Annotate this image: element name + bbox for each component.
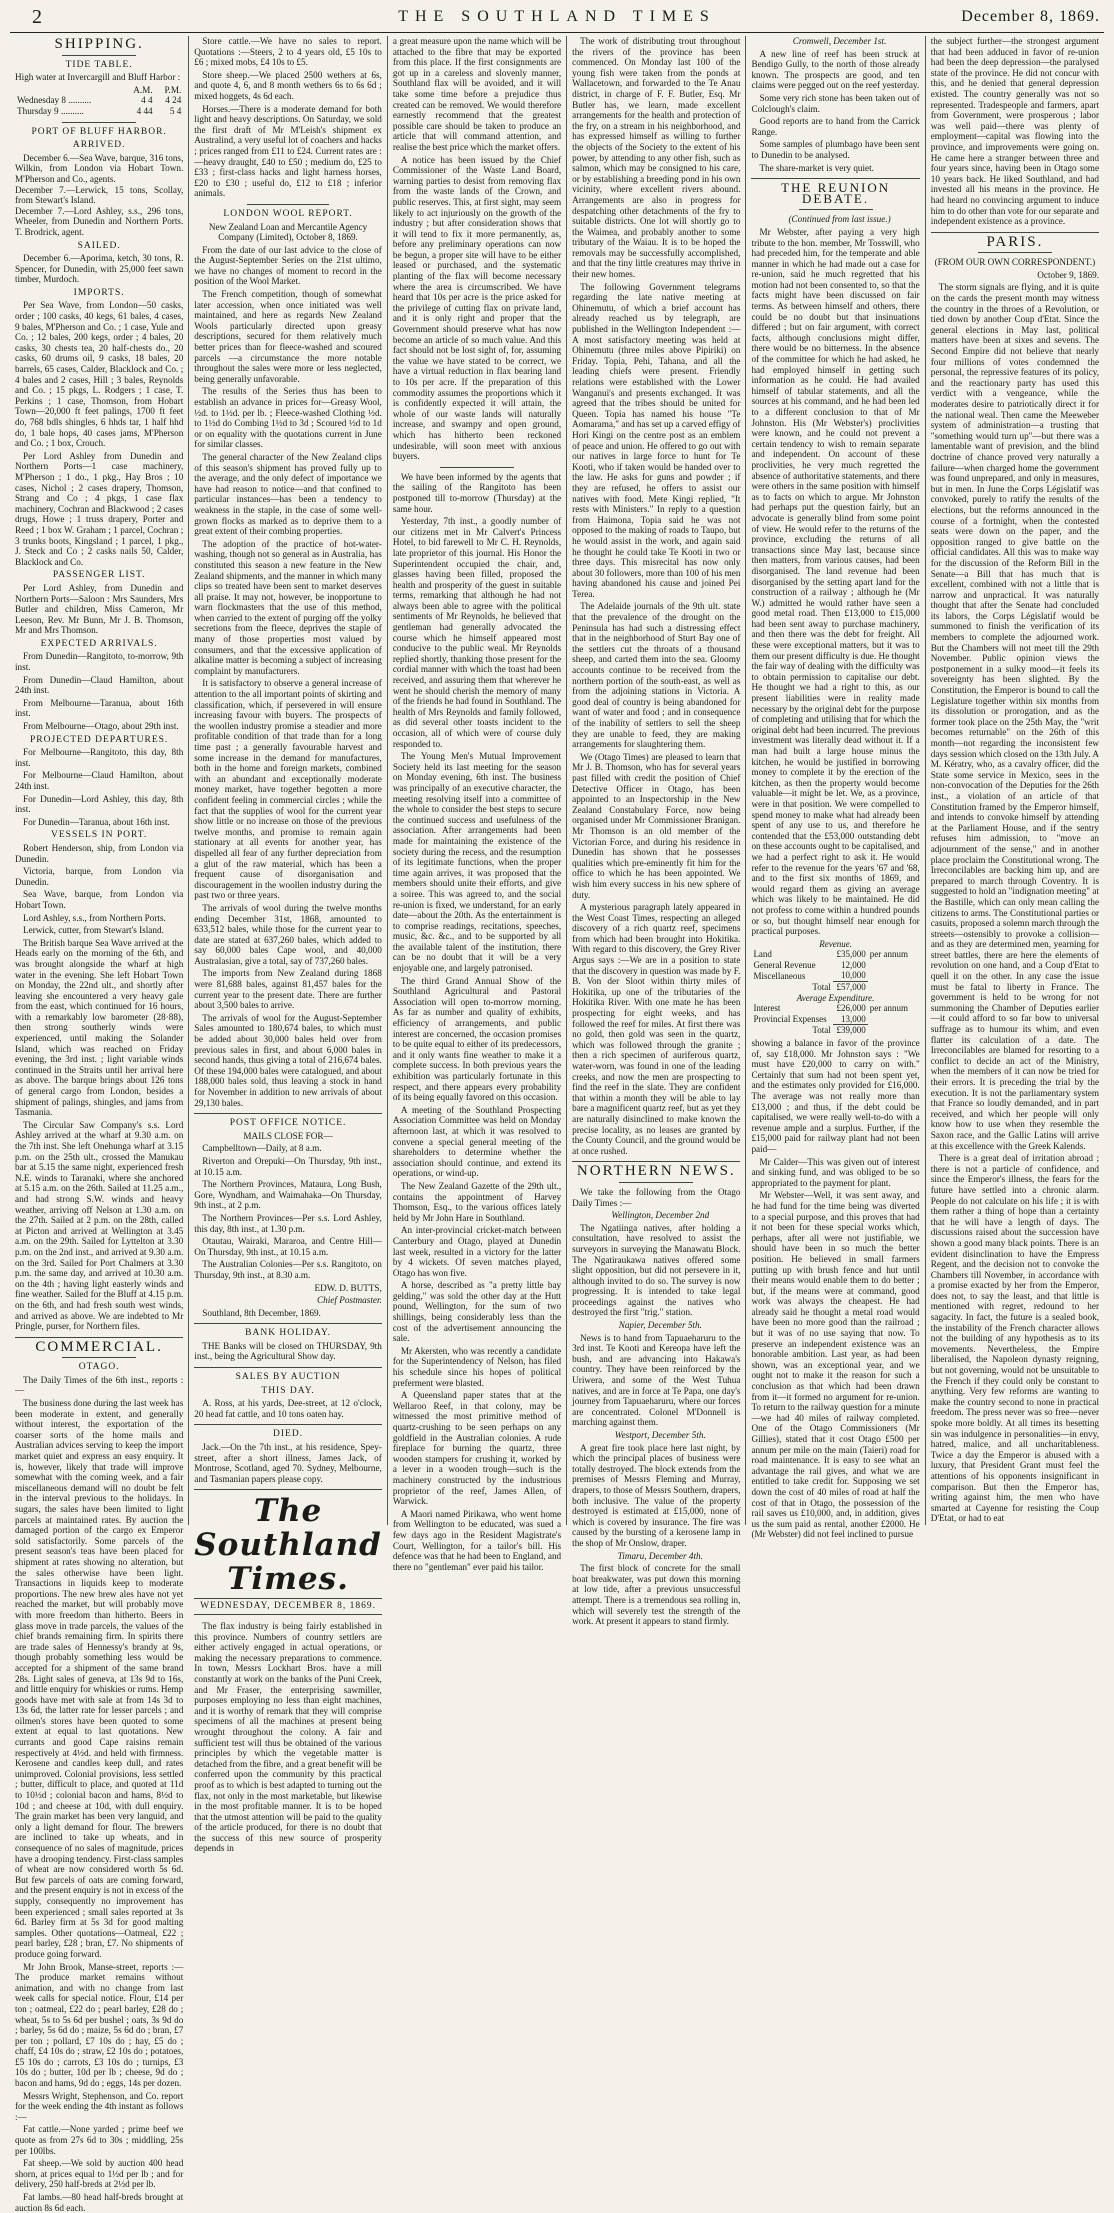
- bank-holiday-text: THE Banks will be closed on THURSDAY, 9th inst., being the Agricultural Show day.: [194, 1340, 382, 1362]
- dateline: Wellington, December 2nd: [611, 1210, 710, 1221]
- commercial-para: Fat lambs.—80 head half-breds brought at auction 8s 6d each.: [15, 2192, 184, 2213]
- sales-heading: SALES BY AUCTION: [235, 1372, 341, 1383]
- table-row: Interest £26,000 per annum: [753, 1003, 908, 1014]
- northern-news-intro: We take the following from the Otago Daily Times :—: [572, 1186, 741, 1208]
- tide-table-heading: TIDE TABLE.: [65, 59, 133, 70]
- commercial-para: Mr John Brook, Manse-street, reports :—The produce market remains without animation, and with no change from last week calls for special notice. Flour, £14 per ton ; oatmeal, £22 do ; pearl barley, £28 do ; wheat, 5s to 5s 6d per bushel ; oats, 3s 9d do ; barley, 5s 6d do ; maize, 5s 6d do ; bran, £7 per ton ; pollard, £7 10s do ; hay, £5 do ; chaff, £4 10s do ; straw, £2 10s do ; potatoes, £5 10s do ; carrots, £3 10s do ; turnips, £3 10s do ; butter, 10d per lb ; cheese, 9d do ; bacon and hams, 9d do ; eggs, 14s per dozen.: [15, 1961, 184, 2089]
- wool-para: The adoption of the practice of hot-water-washing, though not so general as in Australia, has constituted this season a new feature in the New Zealand shipments, and the manner in which many clips so treated have been sent to market deserves all praise. It may not, however, be inopportune to warn flockmasters that the use of this method, when carried to the extent of purging off the yolky secretions from the fleece, deprives the staple of many of those properties most valued by consumers, and that the excessive application of alkaline matter is becoming a subject of increasing complaint by manufacturers.: [194, 538, 382, 676]
- news-item: Some very rich stone has been taken out of Colclough's claim.: [751, 92, 920, 114]
- passengers-text: Per Lord Ashley, from Dunedin and Northern Ports—Saloon : Mrs Saunders, Mrs Butler and children, Miss Cameron, Mr Leeson, Rev. Mr Bunn, Mr J. B. Thomson, Mr and Mrs Thomson.: [15, 582, 184, 636]
- local-news-para: The Young Men's Mutual Improvement Society held its last meeting for the season on Monday evening, 6th inst. The business was principally of an executive character, the meeting resolving itself into a committee of the whole to consider the best steps to secure the continued success and usefulness of the association. After arrangements had been made for maintaining the existence of the society during the recess, and the resumption of its legitimate functions, when the proper time again arrives, it was proposed that the members should unite their efforts, and give a soiree. This was agreed to, and the social re-union is fixed, we understand, for an early date—about the 20th. As the entertainment is to comprise readings, recitations, speeches, music, &c. &c., and to be supported by all the available talent of the institution, there can be no doubt that it will be a very enjoyable one, and largely patronised.: [392, 751, 562, 974]
- debate-para: Mr Webster—Well, it was sent away, and he had fund for the time being was diverted to a special purpose, and this proves that had it not been for these special works which, perhaps, after all were not justifiable, we should have been in so much the better position. He believed in small farmers putting up with brush fence and hut until their means would enable them to do better ; but, if the means were at command, good work was always the cheapest. He had already said he thought a metal road would have been no more good than the railroad ; but it was of no use saying that now. To preserve an independent existence was an honorable ambition. Last year, as had been shown, was an exceptional year, and we ought not to make it the reason for such a conclusion as that which had been drawn from it—it formed no argument for re-union. To return to the railway question for a minute—we had 40 miles of railway completed. One of the Otago Commissioners (Mr Gillies), stated that it cost Otago £500 per annum per mile on the main (Taieri) road for road maintenance. It is easy to see what an advantage the rail gives, and what we are entitled to take credit for. Supposing we set down the cost of 40 miles of road at half the cost of that in Otago, the possession of the rail saves us £10,000, and, in addition, gives us the sum paid as rental, another £2000. He (Mr Webster) did not feel inclined to pursue: [751, 1190, 920, 1540]
- correspondent-line: (FROM OUR OWN CORRESPONDENT.): [934, 257, 1096, 268]
- column-5: [745, 36, 924, 1540]
- departures-heading: PROJECTED DEPARTURES.: [29, 734, 169, 745]
- wool-report-heading: LONDON WOOL REPORT.: [223, 208, 353, 219]
- commercial-para: Messrs Wright, Stephenson, and Co. report for the week ending the 4th instant as follows :—: [15, 2090, 184, 2122]
- paris-date: October 9, 1869.: [1037, 269, 1100, 280]
- newspaper-nameplate: The Southland Times.: [194, 1493, 382, 1598]
- commercial-para: The Daily Times of the 6th inst., reports :—: [15, 1374, 184, 1396]
- revenue-table: Revenue. Land £35,000 per annum General Revenue 12,000 Miscellaneous 10,000 Total £57,000 Average Expenditure. Interest £26,000 per annum Provincial Expenses 13,000 Total £39,000: [751, 939, 919, 1036]
- in-port-heading: VESSELS IN PORT.: [51, 830, 148, 841]
- local-news-para: A Maori named Pirikawa, who went home from Wellington to be educated, was sued a few days ago in the Resident Magistrate's Court, Wellington, for a tailor's bill. His defence was that he had been to England, and there no "gentleman" ever paid his tailor.: [392, 1508, 562, 1572]
- sales-text: A. Ross, at his yards, Dee-street, at 12 o'clock, 20 head fat cattle, and 10 tons oaten hay.: [194, 1398, 382, 1419]
- table-row: Provincial Expenses 13,000: [753, 1013, 866, 1025]
- commercial-para: Fat cattle.—None yarded ; prime beef we quote as from 27s 6d to 30s ; middling, 25s per 100lbs.: [15, 2124, 184, 2156]
- list-item: From Dunedin—Rangitoto, to-morrow, 9th inst.: [15, 651, 184, 673]
- wool-para: The French competition, though of somewhat later accession, when once initiated was well maintained, and here as regards New Zealand Wools particularly directed upon greasy descriptions, secured for them relatively much better prices than for fleece-washed and scoured parcels —a circumstance the more notable throughout the sales were more or less neglected, being generally unfavorable.: [194, 289, 382, 384]
- page-number: 2: [32, 6, 42, 28]
- news-item: News is to hand from Tapuaeharuru to the 3rd inst. Te Kooti and Kereopa have left the bush, and are advancing into Hakawa's country. They have been reinforced by the Uriwera, and some of the West Tuhua natives, and are in force at Te Papa, one day's journey from Tapuaeharuru, where our forces are concentrated. Colonel M'Donnell is marching against them.: [572, 1332, 741, 1428]
- tide-row: Thursday 9 .......... 4 44 5 4: [17, 105, 182, 116]
- local-news-para: An inter-provincial cricket-match between Canterbury and Otago, played at Dunedin last week, resulted in a victory for the latter by 4 wickets. Of seven matches played, Otago has won five.: [392, 1225, 562, 1278]
- wool-report-subhead: New Zealand Loan and Mercantile Agency Company (Limited), October 8, 1869.: [208, 221, 368, 243]
- wool-para: The imports from New Zealand during 1868 were 81,688 bales, against 81,457 bales for the current year to the present date. There are further about 3,500 bales to arrive.: [194, 968, 382, 1011]
- wool-para: The arrivals of wool for the August-September Sales amounted to 180,674 bales, to which must be added about 30,000 bales held over from previous sales in first, and about 6,000 bales in second hands, thus giving a total of 216,674 bales. Of these 194,000 bales were catalogued, and about 188,000 bales sold, thus leaving a stock in hand for November in addition to new arrivals of about 29,130 bales.: [194, 1012, 382, 1108]
- passengers-heading: PASSENGER LIST.: [52, 570, 146, 581]
- table-row: Miscellaneous 10,000: [753, 970, 866, 981]
- wool-para: It is satisfactory to observe a general increase of attention to the all important points of skirting and classification, which, if persevered in will ensure increasing favour with buyers. The prospects of the woollen industry promise a steadier and more profitable condition of that trade than for a long time past ; a generally favourable harvest and some increase in the demand for manufactures, both in the home and foreign markets, combined with an abundant and exceptionally moderate money market, have together begotten a more confident feeling in commercial circles ; while the fact that the supplies of wool for the current year show little or no increase on those of the previous twelve months, and promise to remain again stationary at all events for another year, has dispelled all fear of any further depreciation from a glut of the raw material, which has been a frequent cause of disorganisation and discouragement in the woollen industry during the past two or three years.: [194, 678, 382, 901]
- list-item: For Dunedin—Lord Ashley, this day, 8th inst.: [15, 793, 184, 815]
- local-news-para: A mysterious paragraph lately appeared in the West Coast Times, respecting an alleged discovery of a rich quartz reef, specimens from which had been brought into Hokitika. With regard to this discovery, the Grey River Argus says :—We are in a position to state that the discovery in question was made by F. B. Von der Sloot within thirty miles of Hokitika, up one of the tributaries of the Hokitika River. With one mate he has been prospecting for eight weeks, and has followed the reef for miles. At first there was no gold, then gold was seen in the quartz, which was followed through the granite ; then a rich specimen of auriferous quartz, water-worn, was found in one of the leading creeks, and now the men are prospecting to find the reef in the slate. They are confident that within a month they will be able to lay bare a magnificent quartz reef, but as yet they are naturally disinclined to make known the precise locality, as no leases are granted by the County Council, and the ground would be at once rushed.: [572, 902, 741, 1156]
- debate-para: showing a balance in favor of the province of, say £18,000. Mr Johnston says : "We must have £20,000 to carry on with." Certainly that sum had not been spent yet, and the estimates only provided for £16,000. The average was not really more than £13,000 ; and thus, if the debt could be capitalised, we were really well-to-do with a revenue ample and a surplus. Further, if the £15,000 paid for railway plant had not been paid—: [751, 1038, 920, 1154]
- columns: [10, 36, 1104, 2213]
- died-heading: DIED.: [273, 1429, 304, 1440]
- table-row: Total £57,000: [812, 981, 866, 993]
- postmaster-signature: EDW. D. BUTTS,: [314, 1282, 382, 1293]
- arrived-text: December 6.—Sea Wave, barque, 316 tons, Wilkin, from London via Hobart Town. M'Pherson and Co., agents. December 7.—Lerwick, 15 tons, Scollay, from Stewart's Island. December 7.—Lord Ashley, s.s., 296 tons, Wheeler, from Dunedin and Northern Ports. T. Brodrick, agent.: [15, 152, 184, 237]
- otago-heading: OTAGO.: [78, 1362, 120, 1373]
- masthead: [10, 6, 1104, 33]
- wool-para: The arrivals of wool during the twelve months ending December 31st, 1868, amounted to 633,512 bales, while those for the current year to date are stated at 637,260 bales, which added to say 60,000 bales Cape wool, and 40,000 Australasian, give a total, say of 737,260 bales.: [194, 902, 382, 966]
- mail-line: Otautau, Wairaki, Mararoa, and Centre Hill—On Thursday, 9th inst., at 10.15 a.m.: [194, 1236, 382, 1257]
- lord-ashley-report: The Circular Saw Company's s.s. Lord Ashley arrived at the wharf at 9.30 a.m. on the 7th inst. She left Onehunga wharf at 3.15 p.m. on the 25th ult., crossed the Manukau bar at 5.15 the same night, experienced fresh N.E. winds to Taranaki, where she anchored at 5.15 a.m. on the 26th. Sailed at 11.25 a.m., and had strong S.W. winds and heavy weather, arriving off Nelson at 1.30 a.m. on the 27th. Sailed at 2 p.m. on the 28th, called at Picton and arrived at Wellington at 3.45 a.m. on the 29th. Sailed for Lyttelton at 3.30 p.m. on the 2nd inst., and arrived at 9.30 a.m. on the 3rd. Sailed for Port Chalmers at 3.30 p.m. the same day, and arrived at 10.30 a.m. on the 4th ; having light easterly winds and fine weather. Sailed for the Bluff at 4.15 p.m. on the 6th, and had fresh south west winds, and arrived as above. We are indebted to Mr Pringle, purser, for Northern files.: [15, 1119, 184, 1332]
- local-news-para: The work of distributing trout throughout the rivers of the province has been commenced. On Monday last 100 of the young fish were taken from the ponds at Wallacetown, and forwarded to the Te Anau district, in charge of F. F. Butler, Esq. Mr Butler has, we learn, made excellent arrangements for the health and protection of the fry, on a stream in his neighborhood, and has expressed himself as willing to further the objects of the Society to the extent of his power, by attending to any other fish, such as salmon, which may be consigned to his care, or by establishing a breeding pond in his own vicinity, where excellent rivers abound. Arrangements are also in progress for despatching other detachments of the fry to suitable districts. One lot will shortly go to the Waimea, and probably another to some tributary of the Waiau. It is to be hoped the removals may be successfully accomplished, and that the tiny little creatures may thrive in their new homes.: [572, 36, 741, 280]
- expected-heading: EXPECTED ARRIVALS.: [40, 638, 158, 649]
- stock-para: Store cattle.—We have no sales to report. Quotations :—Steers, 2 to 4 years old, £5 10s to £6 ; mixed mobs, £4 10s to £5.: [194, 36, 382, 68]
- column-4: [566, 36, 745, 1627]
- sales-subhead: THIS DAY.: [261, 1385, 315, 1396]
- mail-line: The Northern Provinces, Mataura, Long Bush, Gore, Wyndham, and Waimahaka—On Thursday, 9th inst., at 2 p.m.: [194, 1179, 382, 1211]
- dateline: Cromwell, December 1st.: [792, 36, 887, 46]
- list-item: From Melbourne—Otago, about 29th inst.: [23, 721, 179, 732]
- post-office-date: Southland, 8th December, 1869.: [202, 1307, 321, 1318]
- list-item: Lord Ashley, s.s., from Northern Ports.: [23, 912, 166, 923]
- local-news-para: The New Zealand Gazette of the 29th ult., contains the appointment of Harvey Thomson, Esq., to the various offices lately held by Mr John Hare in Southland.: [392, 1180, 562, 1223]
- local-news-para: We have been informed by the agents that the sailing of the Rangitoto has been postponed till to-morrow (Thursday) at the same hour.: [392, 471, 562, 514]
- news-item: A great fire took place here last night, by which the principal places of business were totally destroyed. The block extends from the premises of Messrs Fleming and Murray, drapers, to those of Messrs Southern, drapers, both inclusive. The value of the property destroyed is estimated at £15,000, none of which is covered by insurance. The fire was caused by the bursting of a kerosene lamp in the shop of Mr Onslow, draper.: [572, 1442, 741, 1548]
- table-row: Total £39,000: [812, 1025, 866, 1036]
- list-item: Victoria, barque, from London via Dunedin.: [15, 866, 184, 887]
- local-news-para: The following Government telegrams regarding the late native meeting at Ohinemutu, of which a brief account has already reached us by telegraph, are published in the Wellington Independent :—A most satisfactory meeting was held at Ohinemutu (three miles above Pipiriki) on Friday. Topia, Pehi, Tahana, and all the leading chiefs were present. Friendly relations were established with the Lower Wanganui's and presents exchanged. It was agreed that the tribes should be united for Queen. Topia has named his house "Te Aomarama," and has set up a carved effigy of Hori Kingi on the centre post as an emblem of peace and union. He offered to go out with our natives in large force to hunt for Te Kooti, who if taken would be handed over to the law. He asks for guns and powder ; if they are refused, he offers to assist our natives with food. Mete Kingi replied, "It rests with Ministers." In reply to a question from Haimona, Topia said he was not opposed to the making of roads to Taupo, but he would assist in the work, and again said he thought he could take Te Kooti in two or three days. This misrecital has now only about 30 followers, more than 100 of his men having abandoned his cause and joined Pei Terea.: [572, 281, 741, 599]
- port-heading: PORT OF BLUFF HARBOR.: [31, 126, 167, 137]
- mail-line: The Northern Provinces—Per s.s. Lord Ashley, this day, 8th inst., at 1.30 p.m.: [194, 1212, 382, 1234]
- list-item: From Melbourne—Taranua, about 16th inst.: [15, 697, 184, 719]
- news-item: A new line of reef has been struck at Bendigo Gully, to the north of those already known. The prospects are good, and ten claims were pegged out on the reef yesterday.: [751, 48, 920, 91]
- list-item: For Melbourne—Rangitoto, this day, 8th inst.: [15, 747, 184, 768]
- mail-line: Riverton and Orepuki—On Thursday, 9th inst., at 10.15 a.m.: [194, 1155, 382, 1177]
- tide-table: A.M. P.M. Wednesday 8 .......... 4 4 4 24 Thursday 9 .......... 4 44 5 4: [17, 84, 182, 116]
- bank-holiday-heading: BANK HOLIDAY.: [245, 1328, 331, 1339]
- news-item: The Ngatiinga natives, after holding a consultation, have resolved to assist the surveyors in surveying the Manawatu Block. The Ngatiraukawa natives offered some slight opposition, but did not persevere in it, although invited to do so. The survey is now progressing. It is intended to take legal proceedings against the natives who destroyed the first "trig." station.: [572, 1222, 741, 1318]
- newspaper-title: THE SOUTHLAND TIMES: [398, 8, 716, 25]
- debate-para: Mr Calder—This was given out of interest and sinking fund, and was obliged to be so appropriated to the payment for plant.: [751, 1156, 920, 1188]
- dateline: Timaru, December 4th.: [617, 1550, 703, 1561]
- post-office-subhead: MAILS CLOSE FOR—: [243, 1130, 333, 1141]
- list-item: Sea Wave, barque, from London via Hobart Town.: [15, 889, 184, 910]
- stock-para: Horses.—There is a moderate demand for both light and heavy descriptions. On Saturday, we sold the first draft of Mr M'Leish's shipment ex Australind, a very useful lot of coachers and hacks ; prices ranged from £11 to £24. Current rates are :—heavy draught, £40 to £50 ; medium do, £25 to £33 ; first-class hacks and light harness horses, £20 to £30 ; useful do, £12 to £18 ; inferior animals.: [194, 103, 382, 199]
- sea-wave-report: The British barque Sea Wave arrived at the Heads early on the morning of the 6th, and was brought alongside the wharf at high water in the evening. She left Hobart Town on Monday, the 22nd ult., and shortly after leaving she encountered a very heavy gale from the east, which continued for 16 hours, with a remarkably low barometer (28·88), then strong southerly winds were experienced, until making the Solander Island, which was reached on Friday evening, the 3rd inst. ; light variable winds continued in the Straits until her arrival here as above. The barque brings about 126 tons of general cargo from London, besides a shipment of palings, shingles, and jams from Tasmania.: [15, 937, 184, 1118]
- editorial-para: a great measure upon the name which will be attached to the fibre that may be exported from this place. If the first consignments are got up in a careless and slovenly manner, Southland flax will be avoided, and it will take some time before a prejudice thus created can be removed. We would therefore earnestly recommend that the greatest possible care should be taken to produce an article that will command attention, and realise the best price which the market offers.: [392, 36, 562, 152]
- column-6: [925, 36, 1104, 1525]
- sailed-heading: SAILED.: [77, 240, 121, 251]
- mail-line: Campbelltown—Daily, at 8 a.m.: [202, 1143, 322, 1154]
- arrived-heading: ARRIVED.: [72, 140, 126, 151]
- news-item: The first block of concrete for the small boat breakwater, was put down this morning at low tide, after a previous unsuccessful attempt. There is a tremendous sea rolling in, which will severely test the strength of the work. At present it appears to stand firmly.: [572, 1563, 741, 1627]
- local-news-para: We (Otago Times) are pleased to learn that Mr J. B. Thomson, who has for several years past filled with credit the position of Chief Detective Officer in Otago, has been appointed to an Inspectorship in the New Zealand Constabulary Force, now being organised under Mr Commissioner Branigan. Mr Thomson is an old member of the Victorian Force, and during his residence in Dunedin has shown that he possesses qualities which pre-eminently fit him for the office to which he has been appointed. We wish him every success in his new sphere of duty.: [572, 751, 741, 900]
- wool-para: The results of the Series thus has been to establish an advance in prices for—Greasy Wool, ½d. to 1½d. per lb. ; Fleece-washed Clothing ½d. to 1½d do Combing 1½d to 3d ; Scoured ½d to 1d or on equality with the quotations current in June for similar classes.: [194, 386, 382, 450]
- editorial-para: A notice has been issued by the Chief Commissioner of the Waste Land Board, warning parties to desist from removing flax from the waste lands of the Crown, and public reserves. This, at first sight, may seem likely to act injuriously on the growth of the industry ; but after consideration shows that it will tend to fix it more permanently, as, before any preliminary operations can now be begun, a proper site will have to be either leased or purchased, and the systematic planting of the flax will become necessary where the area is circumscribed. We have heard that 10s per acre is the price asked for the privilege of cutting flax on private land, and it is only right and proper that the Government should preserve what has now become an article of so much value. And this fact should not be lost sight of, for, assuming the value we have stated to be correct, we have a virtual reduction in flax bearing land to 10s per acre. If the preparation of this commodity assumes the proportions which it is confidently expected it will attain, the whole of our waste lands will naturally increase, and swampy and open ground, which has hitherto been reckoned undesirable, will soon meet with anxious buyers.: [392, 154, 562, 462]
- northern-news-heading: NORTHERN NEWS.: [576, 1163, 736, 1180]
- news-item: Some samples of plumbago have been sent to Dunedin to be analysed.: [751, 139, 920, 160]
- post-office-heading: POST OFFICE NOTICE.: [229, 1118, 347, 1129]
- imports-text: Per Lord Ashley from Dunedin and Northern Ports—1 case machinery, M'Pherson ; 1 do., 1 pkg., Hay Bros ; 10 cases, Nichol ; 2 cases drapery, Thomson, Strang and Co ; 4 pkgs, 1 case flax machinery, Cochran and Blackwood ; 2 cases drugs, Howe ; 1 truss drapery, Porter and Reed ; 1 box W. Graham ; 1 parcel, Cochran ; 3 trunks boots, Kingsland ; 1 parcel, 1 pkg., J. Steck and Co ; 2 casks nails 50, Calder, Blacklock and Co.: [15, 450, 184, 567]
- list-item: From Dunedin—Claud Hamilton, about 24th inst.: [15, 674, 184, 696]
- debate-para: Mr Webster, after paying a very high tribute to the hon. member, Mr Tosswill, who had preceded him, for the temperate and able manner in which he had made out a case for re-union, said he much regretted that his motion had not been consented to, so that the facts might have been discussed on fair terms. As between himself and others, there could be no doubt but that insinuations differed ; but on fair argument, with correct facts, although conclusions might differ, there would be no bitterness. In the absence of the committee for which he had asked, he had employed himself in getting such information as he could. He had availed himself of tabular statements, and all the sources at his command, and he had been led to a different conclusion to that of Mr Johnston. His (Mr Webster's) proclivities were known, and he could not prevent a certain tendency to wish to remain separate and independent. On account of these proclivities, he very much regretted the absence of authoritative statements, and there were others in the same position with himself as to facts on which to argue. Mr Johnston had perhaps put the question fairly, but an advocate is generally blind from some point of view. He would refer to the returns of the province, excluding the returns of all transactions since May last, because since then matters, from various causes, had been disorganised. The land revenue had been disorganised by the setting apart land for the construction of a railway ; although he (Mr W.) admitted he would rather have seen a good metal road. Then £13,000 to £15,000 had been sent away to purchase machinery, and then there was the debt for freight. All these were exceptional matters, but it was to them our present difficulty is due. He thought the fair way of dealing with the difficulty was to obtain permission to capitalise our debt. He thought we had a right to this, as our present liabilities were in reality made necessary by the original debt for the purpose of completing and utilising that for which the original debt had been incurred. The previous investment was literally dead without it. If a man had built a large house minus the kitchen, he would be justified in borrowing money to complete it by the erection of the kitchen, as then the property would become valuable—it might be let. We, as a province, were in that position. We were compelled to spend money to make what had already been spent of any use to us, and therefore he contended that the £53,000 outstanding debt on these accounts ought to be capitalised, and we had a perfect right to ask it. He would refer to the revenue for the years '67 and '68, and to the first six months of 1869, and would regard them as giving an average which was likely to be maintained. He did not profess to come within a hundred pounds or so, but thought himself near enough for practical purposes.: [751, 226, 920, 937]
- stock-para: Store sheep.—We placed 2500 wethers at 6s, and quote 4, 6, and 8 month wethers 6s to 6s 6d ; mixed hoggets, 4s 6d each.: [194, 69, 382, 101]
- table-row: General Revenue 12,000: [753, 959, 866, 970]
- tide-intro: High water at Invercargill and Bluff Harbor :: [15, 72, 181, 83]
- editorial-para: The flax industry is being fairly established in this province. Numbers of country settlers are either actively engaged in actual operations, or making the necessary preparations to commence. In town, Messrs Lockhart Bros. have a mill constantly at work on the banks of the Puni Creek, and Mr Fraser, the enterprising sawmiller, purposes employing no less than eight machines, and it is worthy of remark that they will comprise specimens of all the machines at present being wrought throughout the colony. A fair and sufficient test will thus be obtained of the various principles by which the vegetable matter is detached from the fibre, and a great benefit will be conferred upon the community by this practical proof as to which is best adapted to turning out the flax, not only in the most marketable, but likewise in the most profitable manner. It is to be hoped that the utmost attention will be paid to the quality of the article produced, for there is no doubt that the success of this new source of prosperity depends in: [194, 1621, 382, 1854]
- commercial-para: Fat sheep.—We sold by auction 400 head shorn, at prices equal to 1½d per lb ; and for delivery, 250 half-breds at 2½d per lb.: [15, 2158, 184, 2190]
- column-3: [387, 36, 566, 1572]
- reunion-debate-heading: THE REUNION DEBATE.: [781, 180, 891, 206]
- commercial-heading: COMMERCIAL.: [35, 1338, 163, 1355]
- wool-para: From the date of our last advice to the close of the August-September Series on the 21st ultimo, we have no changes of moment to record in the position of the Wool Market.: [194, 244, 382, 287]
- column-2: [188, 36, 387, 1854]
- paris-para: There is a great deal of irritation abroad ; there is not a particle of confidence, and since the Emperor's illness, the fears for the future have settled into a chronic alarm. People do not calculate on his life ; it is with them rather a thing of hope than a certainty that he will have a length of days. The discussions raised about the succession have shown a good many black points. There is an evident disinclination to have the Empress Regent, and the decision not to convoke the Chambers till November, in accordance with a promise exacted by her from the Emperor, does not, to say the least, and that little is mentioned with regret, redound to her sagacity. In fact, the future is a sealed book, the instability of the French character allows not the building of any hypothesis as to its movements. Nevertheless, the Empire liberalised, the Napoleon dynasty reigning, but not governing, would not be unsuitable to the French if they could only be constant to anything. Very few reforms are wanting to make the country second to none in practical freedom. The press never was so free—never spoke more boldly. At all times its besetting sin was indulgence in personalities—in envy, hatred, malice, and all uncharitableness. Twice a day the Emperor is abused with a luxury, that President Grant must feel the attentions of his opponents insignificant in comparison. But then the Emperor has, writing against him, the men who have smarted at Cayenne for resisting the Coup D'Etat, or had to eat: [930, 1153, 1100, 1524]
- dateline: Westport, December 5th.: [614, 1430, 706, 1440]
- wool-para: The general character of the New Zealand clips of this season's shipment has proved fully up to the average, and the only defect of importance we have had reason to notice—and that confined to particular instances—has been a tendency to weakness in the staple, in the case of some well-grown flocks as marked as to deprive them to a great extent of their combing properties.: [194, 451, 382, 537]
- local-news-para: Mr Akersten, who was recently a candidate for the Superintendency of Nelson, has filed his schedule since his hopes of political preferment were blasted.: [392, 1345, 562, 1388]
- news-item: The share-market is very quiet.: [759, 162, 874, 173]
- local-news-para: Yesterday, 7th inst., a goodly number of our citizens met in Mr Calvert's Princess Hotel, to bid farewell to Mr C. H. Reynolds, late proprietor of this journal. His Honor the Superintendent occupied the chair, and, glasses having been filled, proposed the health and prosperity of the guest in suitable terms, remarking that although he had not always been able to agree with the political sentiments of Mr Reynolds, he believed that gentleman had generally advocated the course which he himself appeared most conducive to the public weal. Mr Reynolds replied shortly, thanking those present for the cordial manner with which the toast had been received, and assuring them that wherever he went he should cherish the memory of many of the friends he had found in Southland. The health of Mrs Reynolds and family followed, as did several other toasts incident to the occasion, all of which were of course duly responded to.: [392, 516, 562, 749]
- continued-note: (Continued from last issue.): [788, 214, 891, 225]
- issue-date: WEDNESDAY, DECEMBER 8, 1869.: [194, 1598, 382, 1615]
- dateline: Napier, December 5th.: [618, 1320, 702, 1331]
- debate-para: the subject further—the strongest argument that had been adduced in favor of re-union had been the deep depression—the paralysed state of the province. He did not concur with this, and he denied that general depression existed. The country generally was not so represented. Tradespeople and farmers, apart from Government, were prosperous ; labor was well paid—there was plenty of employment—capital was flowing into the province, and improvements were going on. He came here a stranger between three and four years since, having been in Otago some 10 years back. He liked Southland, and had invested all his means in the province. He had heard no convincing argument to induce him to do other than vote for our separate and independent existence as a province.: [930, 36, 1100, 227]
- local-news-para: A meeting of the Southland Prospecting Association Committee was held on Monday afternoon last, at which it was resolved to convene a special general meeting of the shareholders to determine whether the association should continue, and extend its operations, or wind-up.: [392, 1104, 562, 1179]
- mail-line: The Australian Colonies—Per s.s. Rangitoto, on Thursday, 9th inst., at 8.30 a.m.: [194, 1259, 382, 1280]
- imports-text: Per Sea Wave, from London—50 casks, order ; 100 casks, 40 kegs, 61 bales, 4 cases, 9 bales, M'Pherson and Co. ; 1 case, Yule and Co. ; 12 bales, 200 kegs, order ; 4 bales, 20 casks, 30 chests tea, 20 half-chests do., 20 casks, 60 drums oil, 9 casks, 18 bales, 20 barrels, 65 cases, Calder, Blacklock and Co. ; 4 bales and 2 cases, Hill ; 3 bales, Reynolds and Co. ; 15 pkgs, L. Rodgers ; 1 case, T. Perkins ; 1 case, Thomson, from Hobart Town—20,000 ft feet palings, 1700 ft feet do, 768 bdls shingles, 6 hhds tar, 1 half hhd do, 1 bale hops, 40 cases jams, M'Pherson and Co. ; 1 box, Crouch.: [15, 300, 184, 449]
- news-item: Good reports are to hand from the Carrick Range.: [751, 116, 920, 137]
- table-row: Land £35,000 per annum: [753, 949, 908, 960]
- list-item: For Dunedin—Taranua, about 16th inst.: [23, 816, 170, 827]
- local-news-para: A horse, described as "a pretty little bay gelding," was sold the other day at the Hutt pound, Wellington, for the sum of two shillings, being considerably less than the cost of the advertisement announcing the sale.: [392, 1280, 562, 1344]
- local-news-para: A Queensland paper states that at the Wellaroo Reef, in that colony, may be witnessed the most primitive method of quartz-crushing to be seen perhaps on any goldfield in the Australian colonies. A rude fireplace for burning the quartz, three wooden stampers for crushing it, worked by a lever in a wooden trough—such is the machinery constructed by the industrious proprietor of the reef, James Allen, of Warwick.: [392, 1390, 562, 1507]
- paris-heading: PARIS.: [986, 233, 1044, 250]
- tide-row: Wednesday 8 .......... 4 4 4 24: [17, 95, 182, 106]
- local-news-para: The Adelaide journals of the 9th ult. state that the prevalence of the drought on the Peninsula has had such a distressing effect that in the neighborhood of Sturt Bay one of the settlers cut the throats of a thousand sheep, and carted them into the sea. Gloomy accounts continue to be received from the northern portion of the south-east, as well as from the adjoining stations in Victoria. A good deal of country is being abandoned for want of water and food ; and in consequence of the inability of settlers to sell the sheep they are unable to feed, they are making arrangements for slaughtering them.: [572, 601, 741, 750]
- died-text: Jack.—On the 7th inst., at his residence, Spey-street, after a short illness, James Jack, of Montrose, Scotland, aged 70. Sydney, Melbourne, and Tasmanian papers please copy.: [194, 1442, 382, 1484]
- postmaster-title: Chief Postmaster.: [317, 1295, 382, 1306]
- local-news-para: The third Grand Annual Show of the Southland Agricultural and Pastoral Association will open to-morrow morning. As far as number and quality of exhibits, efficiency of arrangements, and public interest are concerned, the occasion promises to be quite equal to either of its predecessors, and it only wants fine weather to make it a complete success. In both previous years the exhibition was particularly fortunate in this respect, and there appears every probability of its being equally favored on this occasion.: [392, 975, 562, 1103]
- imports-heading: IMPORTS.: [73, 287, 125, 298]
- list-item: For Melbourne—Claud Hamilton, about 24th inst.: [15, 770, 184, 791]
- list-item: Lerwick, cutter, from Stewart's Island.: [23, 925, 164, 936]
- paris-para: The storm signals are flying, and it is quite on the cards the present month may witness the country in the throes of a Revolution, or tied down by another Coup d'Etat. Since the general elections in May last, political matters have been at sixes and sevens. The Second Empire did not believe that nearly four millions of votes condemned the personal, the repressive features of its policy, and the reactionary party has used this verdict with a vengeance, while the moderates desire to patriotically direct it for the national weal. Then came the Meeweber system of administration—a trusting that "something would turn up"—but there was a lamentable want of prevision, and the blind doctrine of chance proved very naturally a failure—when charged home the government was found unprepared, and only in measures, but in men. In June the Corps Législatif was convoked, purely to ratify the results of the elections, but the reforms announced in the course of a fortnight, when the contested seats were down on the paper, and the opposition ranged to give battle on the official candidates. All this was to make way for the discussion of the Reform Bill in the Senate—a Bill that has much that is excellent, combined with not a little that is narrow and unpractical. It was naturally thought that after the Senate had concluded its labors, the Corps Législatif would be summoned to finish the verification of its members to complete the adjourned work. But the Chambers will not meet till the 29th November. Public opinion views the postponement in a sulky mood—it feels its sovereignty has been slighted. By the Constitution, the Emperor is bound to call the Legislature together within six months from its dissolution or prorogation, and as the former took place on the 25th May, the "writ becomes returnable" on the 26th of this month—not regarding the inconsistent few days session which closed on the 13th July. A M. Kératry, who, as a cavalry officer, did the State some service in Mexico, sees in the non-convocation of the Deputies for the 26th inst., a violation of an article of that Constitution framed by the Emperor himself, and intends to convoke himself by attending at the Parliament House, and if the sentry refuses him admission, to "move an adjournment of the sense," and in another place proclaim the Constitutional wrong. The Irreconcilables are backing him up, and are prepared to march through Coventry. It is suggested to hold an "indignation meeting" at the Bastille, which can only mean calling the citizens to arms. The Constitutional parties or casuits, proposed a solemn march through the streets—ostensibly to provoke a collision—and as they are determined men, yearning for street battles, there are here the elements of revolution on one hand, and a Coup d'Etat to quell it on the other. In any case the issue must be fatal to liberty in France. The government is held to be wrong for not summoning the Chamber of Deputies earlier—it could afford to so far bow to universal suffrage as to humour its whim, and even flatter its calculation of a date. The Irreconcilables are blamed for resorting to a conflict to decide an act of the Ministry, when the members of it can now be tried for their errors. It is preceding the trial by the execution. It is not the parliamentary system that France so loudly demanded, and in part received, and which her people will only know how to use when they resemble the Saxon race, and the Gallic Latins will arrive at this excellence with the Greek Kalends.: [930, 282, 1100, 1151]
- column-1: [10, 36, 188, 2213]
- masthead-date: December 8, 1869.: [961, 8, 1100, 25]
- list-item: Robert Henderson, ship, from London via Dunedin.: [15, 842, 184, 864]
- sailed-text: December 6.—Aporima, ketch, 30 tons, R. Spencer, for Dunedin, with 25,000 feet sawn timber, Murdoch.: [15, 253, 184, 285]
- shipping-heading: SHIPPING.: [54, 36, 144, 52]
- commercial-para: The business done during the last week has been moderate in extent, and generally without interest, the exportation of the coarser sorts of the home mails and Australian advices serving to keep the import market quiet and express an easy enquiry. It is, however, likely that trade will improve somewhat with the coming week, and a fair miscellaneous demand will no doubt be felt in the interval previous to the holidays. In sugars, the sales have been limited to light parcels at maintained rates. By auction the damaged portion of the cargo ex Emperor sold satisfactorily. Some parcels of the present season's teas have been placed for shipment at rates showing no alteration, but the sales otherwise have been light. Transactions in liquids keep to moderate proportions. The new brew ales have not yet reached the market, but will probably move with more freedom than hitherto. Beers in glass move in trade parcels, the values of the chief brands remaining firm. In spirits there are trade sales of Hennessy's brandy at 9s, though probably something less would be accepted for a shipment of the same brand 28s. Light sales of geneva, at 13s 9d to 16s, and little enquiry for whiskies or rums. Hemp goods have met with sale at from 14s 3d to 13s 6d, the latter rate for lesser parcels ; and oilmen's stores have been quoted to some extent at equal to last quotations. New currants and good Cape raisins remain respectively at 4½d. and held with firmness. Kerosene and candles keep dull, and rates unimproved. Colonial provisions, less settled ; butter, difficult to place, and quoted at 11d to 10½d ; colonial bacon and hams, 8½d to 10d ; and cheese at 10d, with dull enquiry. The grain market has been very languid, and only a light demand for flour. The brewers are inclined to take up wheats, and in consequence of no sales of magnitude, prices have a drooping tendency. First-class samples of wheat are now considered worth 5s 6d. But few parcels of oats are coming forward, and the present enquiry is not in excess of the supply, consequently no improvement has been experienced ; small sales reported at 3s 6d. Barley firm at 5s 3d for good malting samples. Other quotations—Oatmeal, £22 ; pearl barley, £28 ; bran, £7. No shipments of produce going forward.: [15, 1398, 184, 1959]
